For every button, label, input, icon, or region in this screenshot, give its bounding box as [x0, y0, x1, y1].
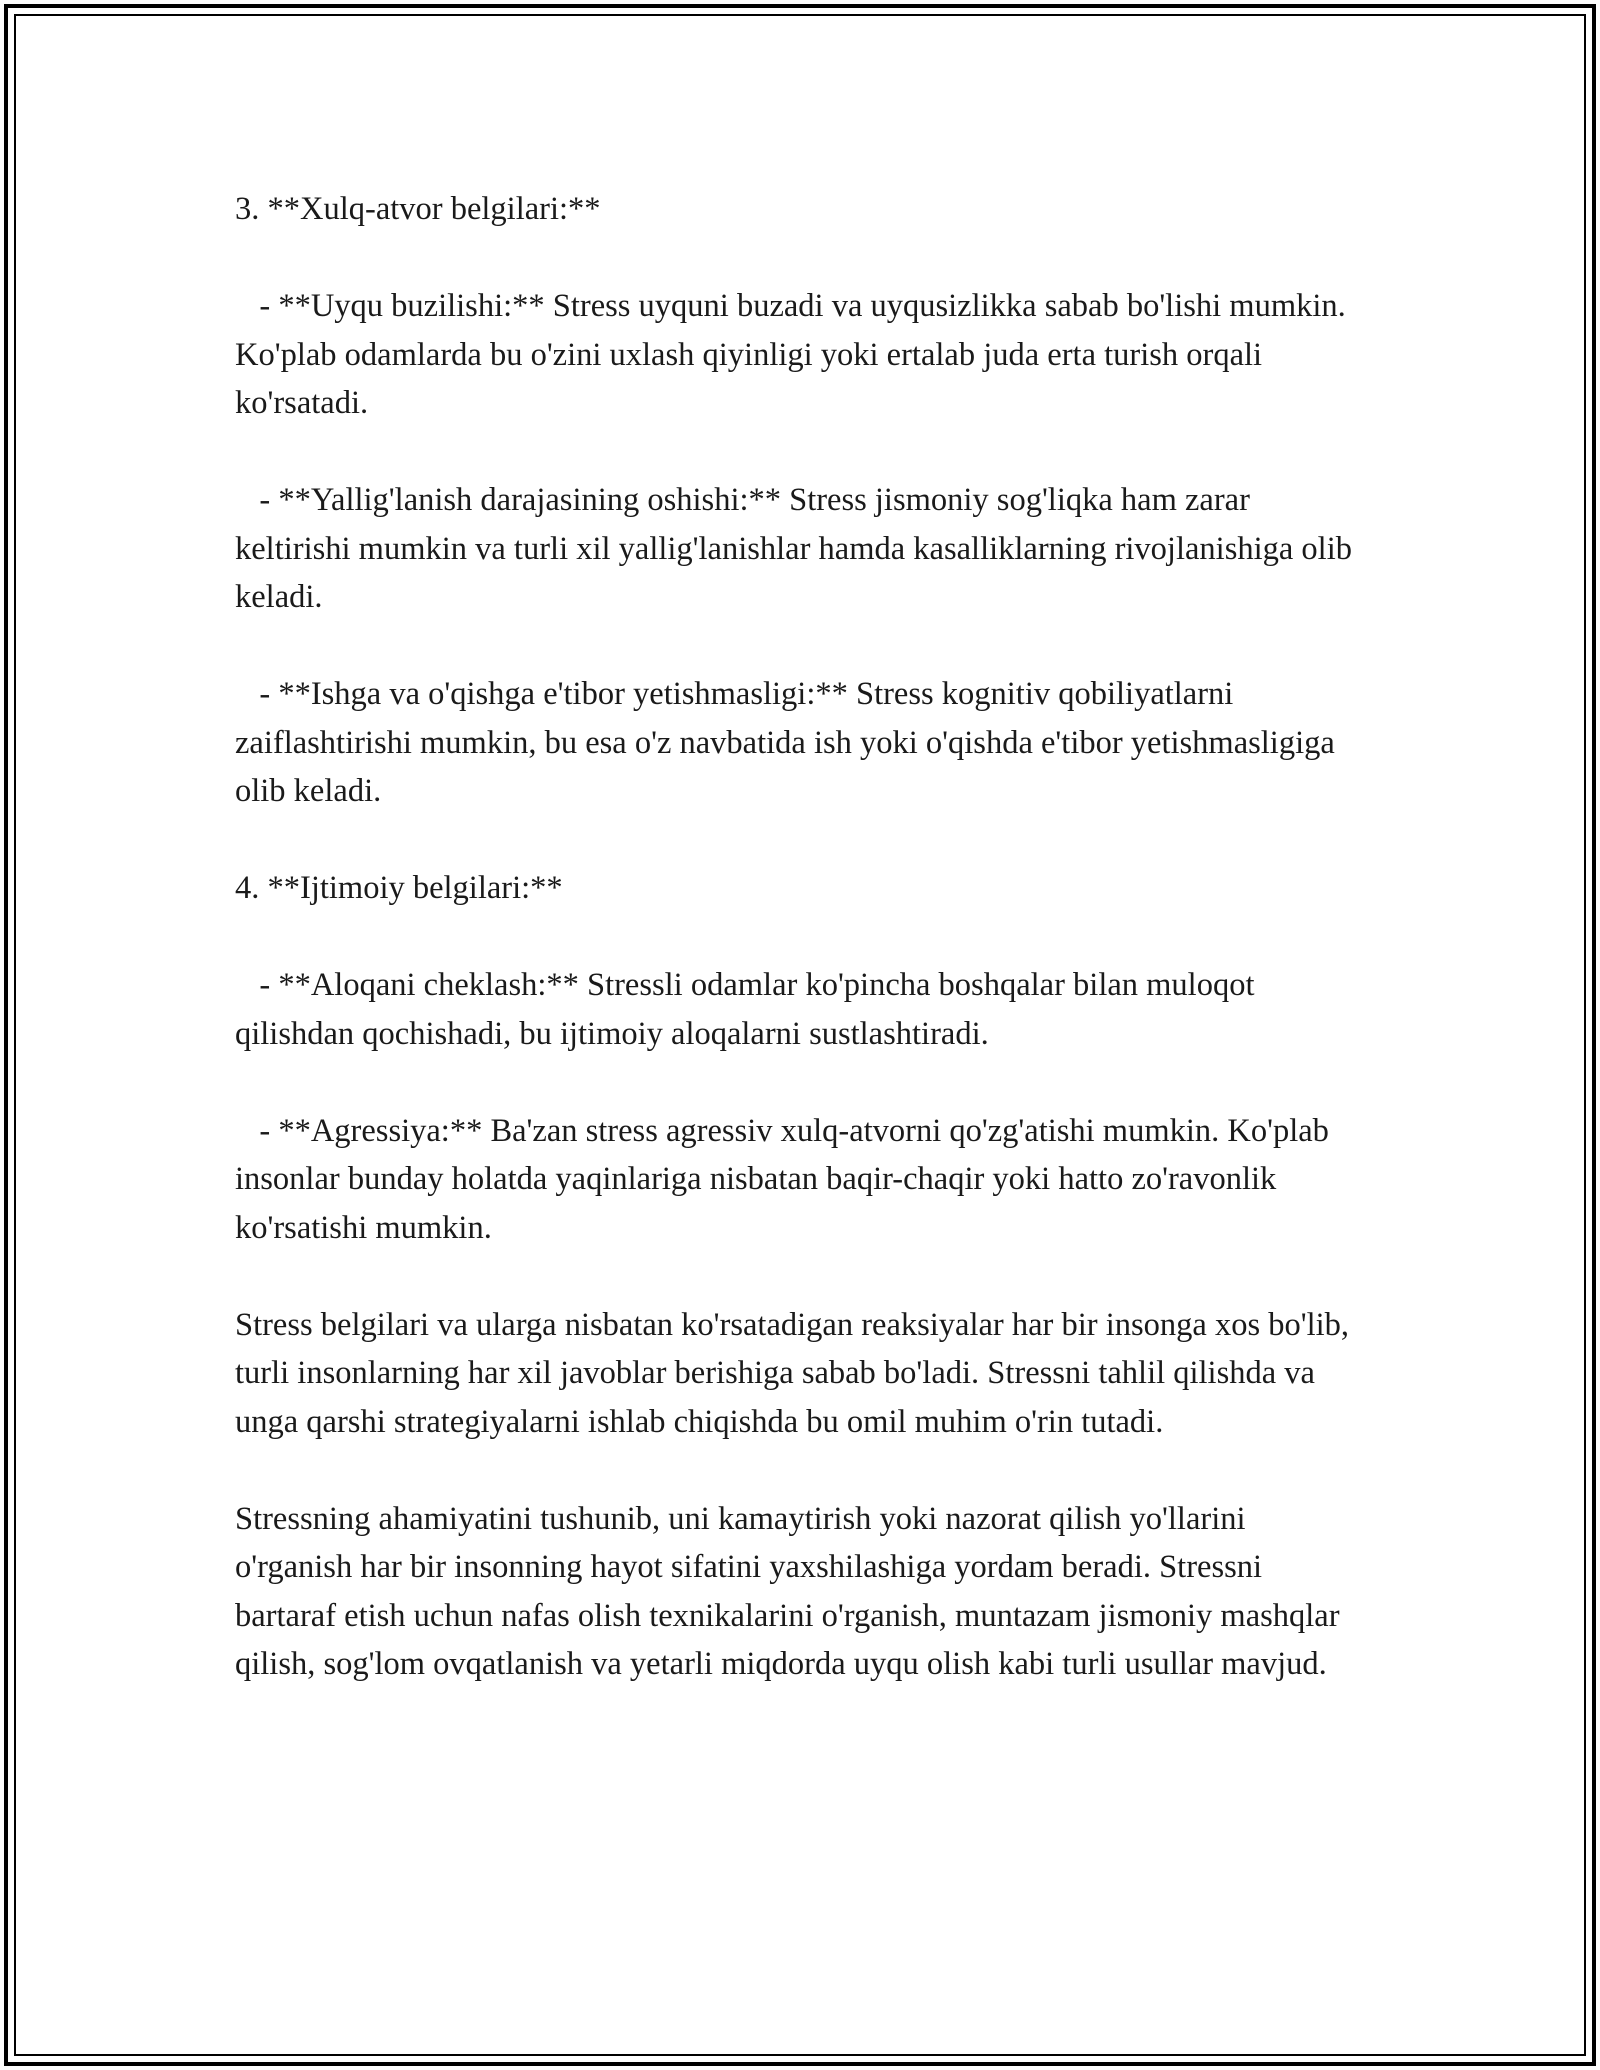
- section-heading-behavioral: 3. **Xulq-atvor belgilari:**: [235, 191, 601, 227]
- list-item-limiting-contact: - **Aloqani cheklash:** Stressli odamlar ko'pincha boshqalar bilan muloqot qilishdan qochishadi, bu ijtimoiy aloqalarni sustlashtiradi.: [235, 967, 1263, 1052]
- list-item-attention-deficit: - **Ishga va o'qishga e'tibor yetishmasligi:** Stress kognitiv qobiliyatlarni zaiflashtirishi mumkin, bu esa o'z navbatida ish yoki o'qishda e'tibor yetishmasligiga olib keladi.: [235, 676, 1343, 809]
- paragraph-stress-signs: Stress belgilari va ularga nisbatan ko'rsatadigan reaksiyalar har bir insonga xos bo'lib, turli insonlarning har xil javoblar berishiga sabab bo'ladi. Stressni tahlil qilishda va unga qarshi strategiyalarni ishlab chiqishda bu omil muhim o'rin tutadi.: [235, 1306, 1358, 1440]
- section-heading-social: 4. **Ijtimoiy belgilari:**: [235, 870, 563, 906]
- list-item-sleep-disruption: - **Uyqu buzilishi:** Stress uyquni buzadi va uyqusizlikka sabab bo'lishi mumkin. Ko'plab odamlarda bu o'zini uxlash qiyinligi yoki ertalab juda erta turish orqali ko'rsatadi.: [235, 288, 1354, 421]
- document-body: [235, 185, 1370, 1737]
- list-item-inflammation: - **Yallig'lanish darajasining oshishi:** Stress jismoniy sog'liqka ham zarar keltirishi mumkin va turli xil yallig'lanishlar hamda kasalliklarning rivojlanishiga olib keladi.: [235, 482, 1361, 615]
- paragraph-stress-management: Stressning ahamiyatini tushunib, uni kamaytirish yoki nazorat qilish yo'llarini o'rganish har bir insonning hayot sifatini yaxshilashiga yordam beradi. Stressni bartaraf etish uchun nafas olish texnikalarini o'rganish, muntazam jismoniy mashqlar qilish, sog'lom ovqatlanish va yetarli miqdorda uyqu olish kabi turli usullar mavjud.: [235, 1500, 1348, 1682]
- list-item-aggression: - **Agressiya:** Ba'zan stress agressiv xulq-atvorni qo'zg'atishi mumkin. Ko'plab insonlar bunday holatda yaqinlariga nisbatan baqir-chaqir yoki hatto zo'ravonlik ko'rsatishi mumkin.: [235, 1112, 1338, 1246]
